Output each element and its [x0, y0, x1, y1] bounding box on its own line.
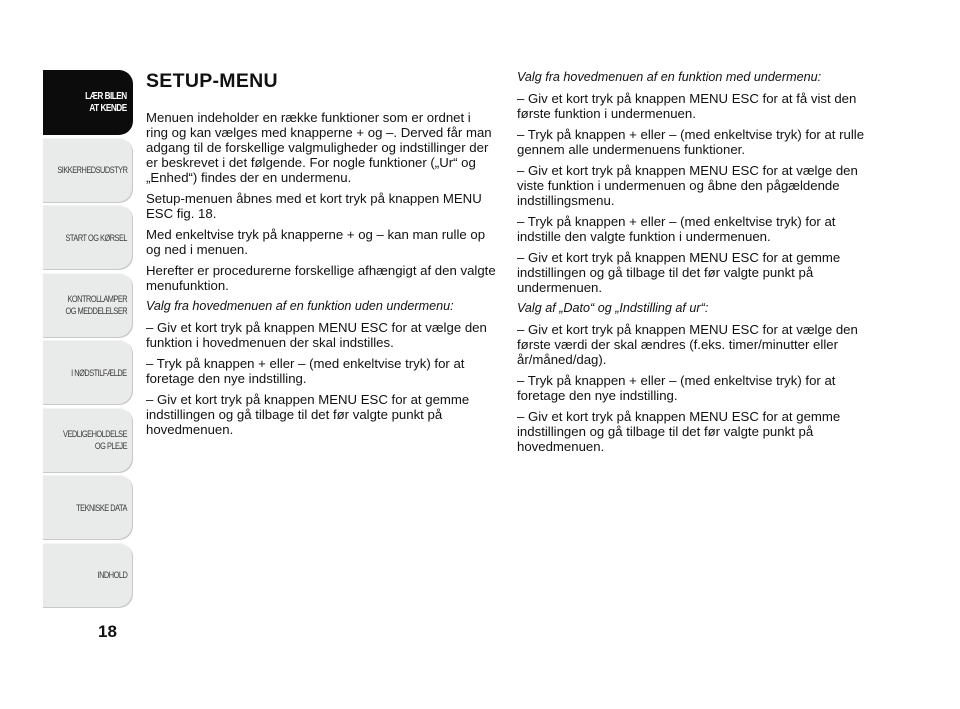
tab-label: LÆR BILEN AT KENDE: [85, 90, 127, 114]
subheading: Valg fra hovedmenuen af en funktion uden undermenu:: [146, 299, 454, 313]
subheading: Valg fra hovedmenuen af en funktion med undermenu:: [517, 70, 822, 84]
paragraph: Menuen indeholder en række funktioner som er ordnet i ring og kan vælges med knapperne + og –. Derved får man adgang til de forskellige valgmuligheder og indstillinger der er beskrevet i det følgende. For nogle funktioner („Ur“ og „Enhed“) findes der en undermenu.: [146, 110, 492, 185]
subheading: Valg af „Dato“ og „Indstilling af ur“:: [517, 301, 709, 315]
tab-label: SIKKERHEDSUDSTYR: [56, 165, 127, 175]
paragraph: Setup-menuen åbnes med et kort tryk på knappen MENU ESC fig. 18.: [146, 191, 482, 221]
paragraph: Herefter er procedurerne forskellige afhængigt af den valgte menufunktion.: [146, 263, 496, 293]
paragraph: – Giv et kort tryk på knappen MENU ESC for at gemme indstillingen og gå tilbage til det før valgte punkt på undermenuen.: [517, 250, 841, 295]
page-number: 18: [98, 622, 117, 641]
tab-label: START OG KØRSEL: [65, 232, 127, 243]
paragraph: – Tryk på knappen + eller – (med enkeltvise tryk) for at indstille den valgte funktion i undermenuen.: [517, 214, 836, 244]
tab-sikkerhedsudstyr[interactable]: [43, 138, 133, 203]
paragraph: – Giv et kort tryk på knappen MENU ESC for at gemme indstillingen og gå tilbage til det før valgte punkt på hovedmenuen.: [517, 409, 841, 454]
tab-i-noedstilfaelde[interactable]: [43, 340, 133, 405]
paragraph: – Giv et kort tryk på knappen MENU ESC for at vælge den funktion i hovedmenuen der skal indstilles.: [146, 320, 487, 350]
paragraph: – Giv et kort tryk på knappen MENU ESC for at gemme indstillingen og gå tilbage til det før valgte punkt på hovedmenuen.: [146, 392, 470, 437]
tab-tekniske-data[interactable]: [43, 475, 133, 540]
paragraph: – Giv et kort tryk på knappen MENU ESC for at vælge den første værdi der skal ændres (f.eks. timer/minutter eller år/måned/dag).: [517, 322, 858, 367]
paragraph: – Giv et kort tryk på knappen MENU ESC for at få vist den første funktion i undermenuen.: [517, 91, 857, 121]
tab-label: TEKNISKE DATA: [76, 502, 127, 513]
chapter-tabs: [43, 70, 133, 610]
tab-label: KONTROLLAMPER OG MEDDELELSER: [65, 294, 127, 316]
paragraph: Med enkeltvise tryk på knapperne + og – kan man rulle op og ned i menuen.: [146, 227, 486, 257]
tab-kontrollamper[interactable]: [43, 273, 133, 338]
tab-label: I NØDSTILFÆLDE: [71, 367, 127, 378]
tab-label: VEDLIGEHOLDELSE OG PLEJE: [63, 429, 127, 451]
paragraph: – Giv et kort tryk på knappen MENU ESC for at vælge den viste funktion i undermenuen og åbne den pågældende indstillingsmenu.: [517, 163, 858, 208]
tab-start-og-koersel[interactable]: [43, 205, 133, 270]
tab-vedligeholdelse[interactable]: [43, 408, 133, 473]
section-title: SETUP-MENU: [146, 70, 278, 92]
left-column: [146, 70, 496, 443]
tab-label: INDHOLD: [97, 570, 127, 580]
tab-laer-bilen-at-kende[interactable]: [43, 70, 133, 135]
tab-indhold[interactable]: [43, 543, 133, 608]
paragraph: – Tryk på knappen + eller – (med enkeltvise tryk) for at rulle gennem alle undermenuens funktioner.: [517, 127, 865, 157]
paragraph: – Tryk på knappen + eller – (med enkeltvise tryk) for at foretage den nye indstilling.: [517, 373, 836, 403]
right-column: [517, 70, 869, 460]
paragraph: – Tryk på knappen + eller – (med enkeltvise tryk) for at foretage den nye indstilling.: [146, 356, 465, 386]
